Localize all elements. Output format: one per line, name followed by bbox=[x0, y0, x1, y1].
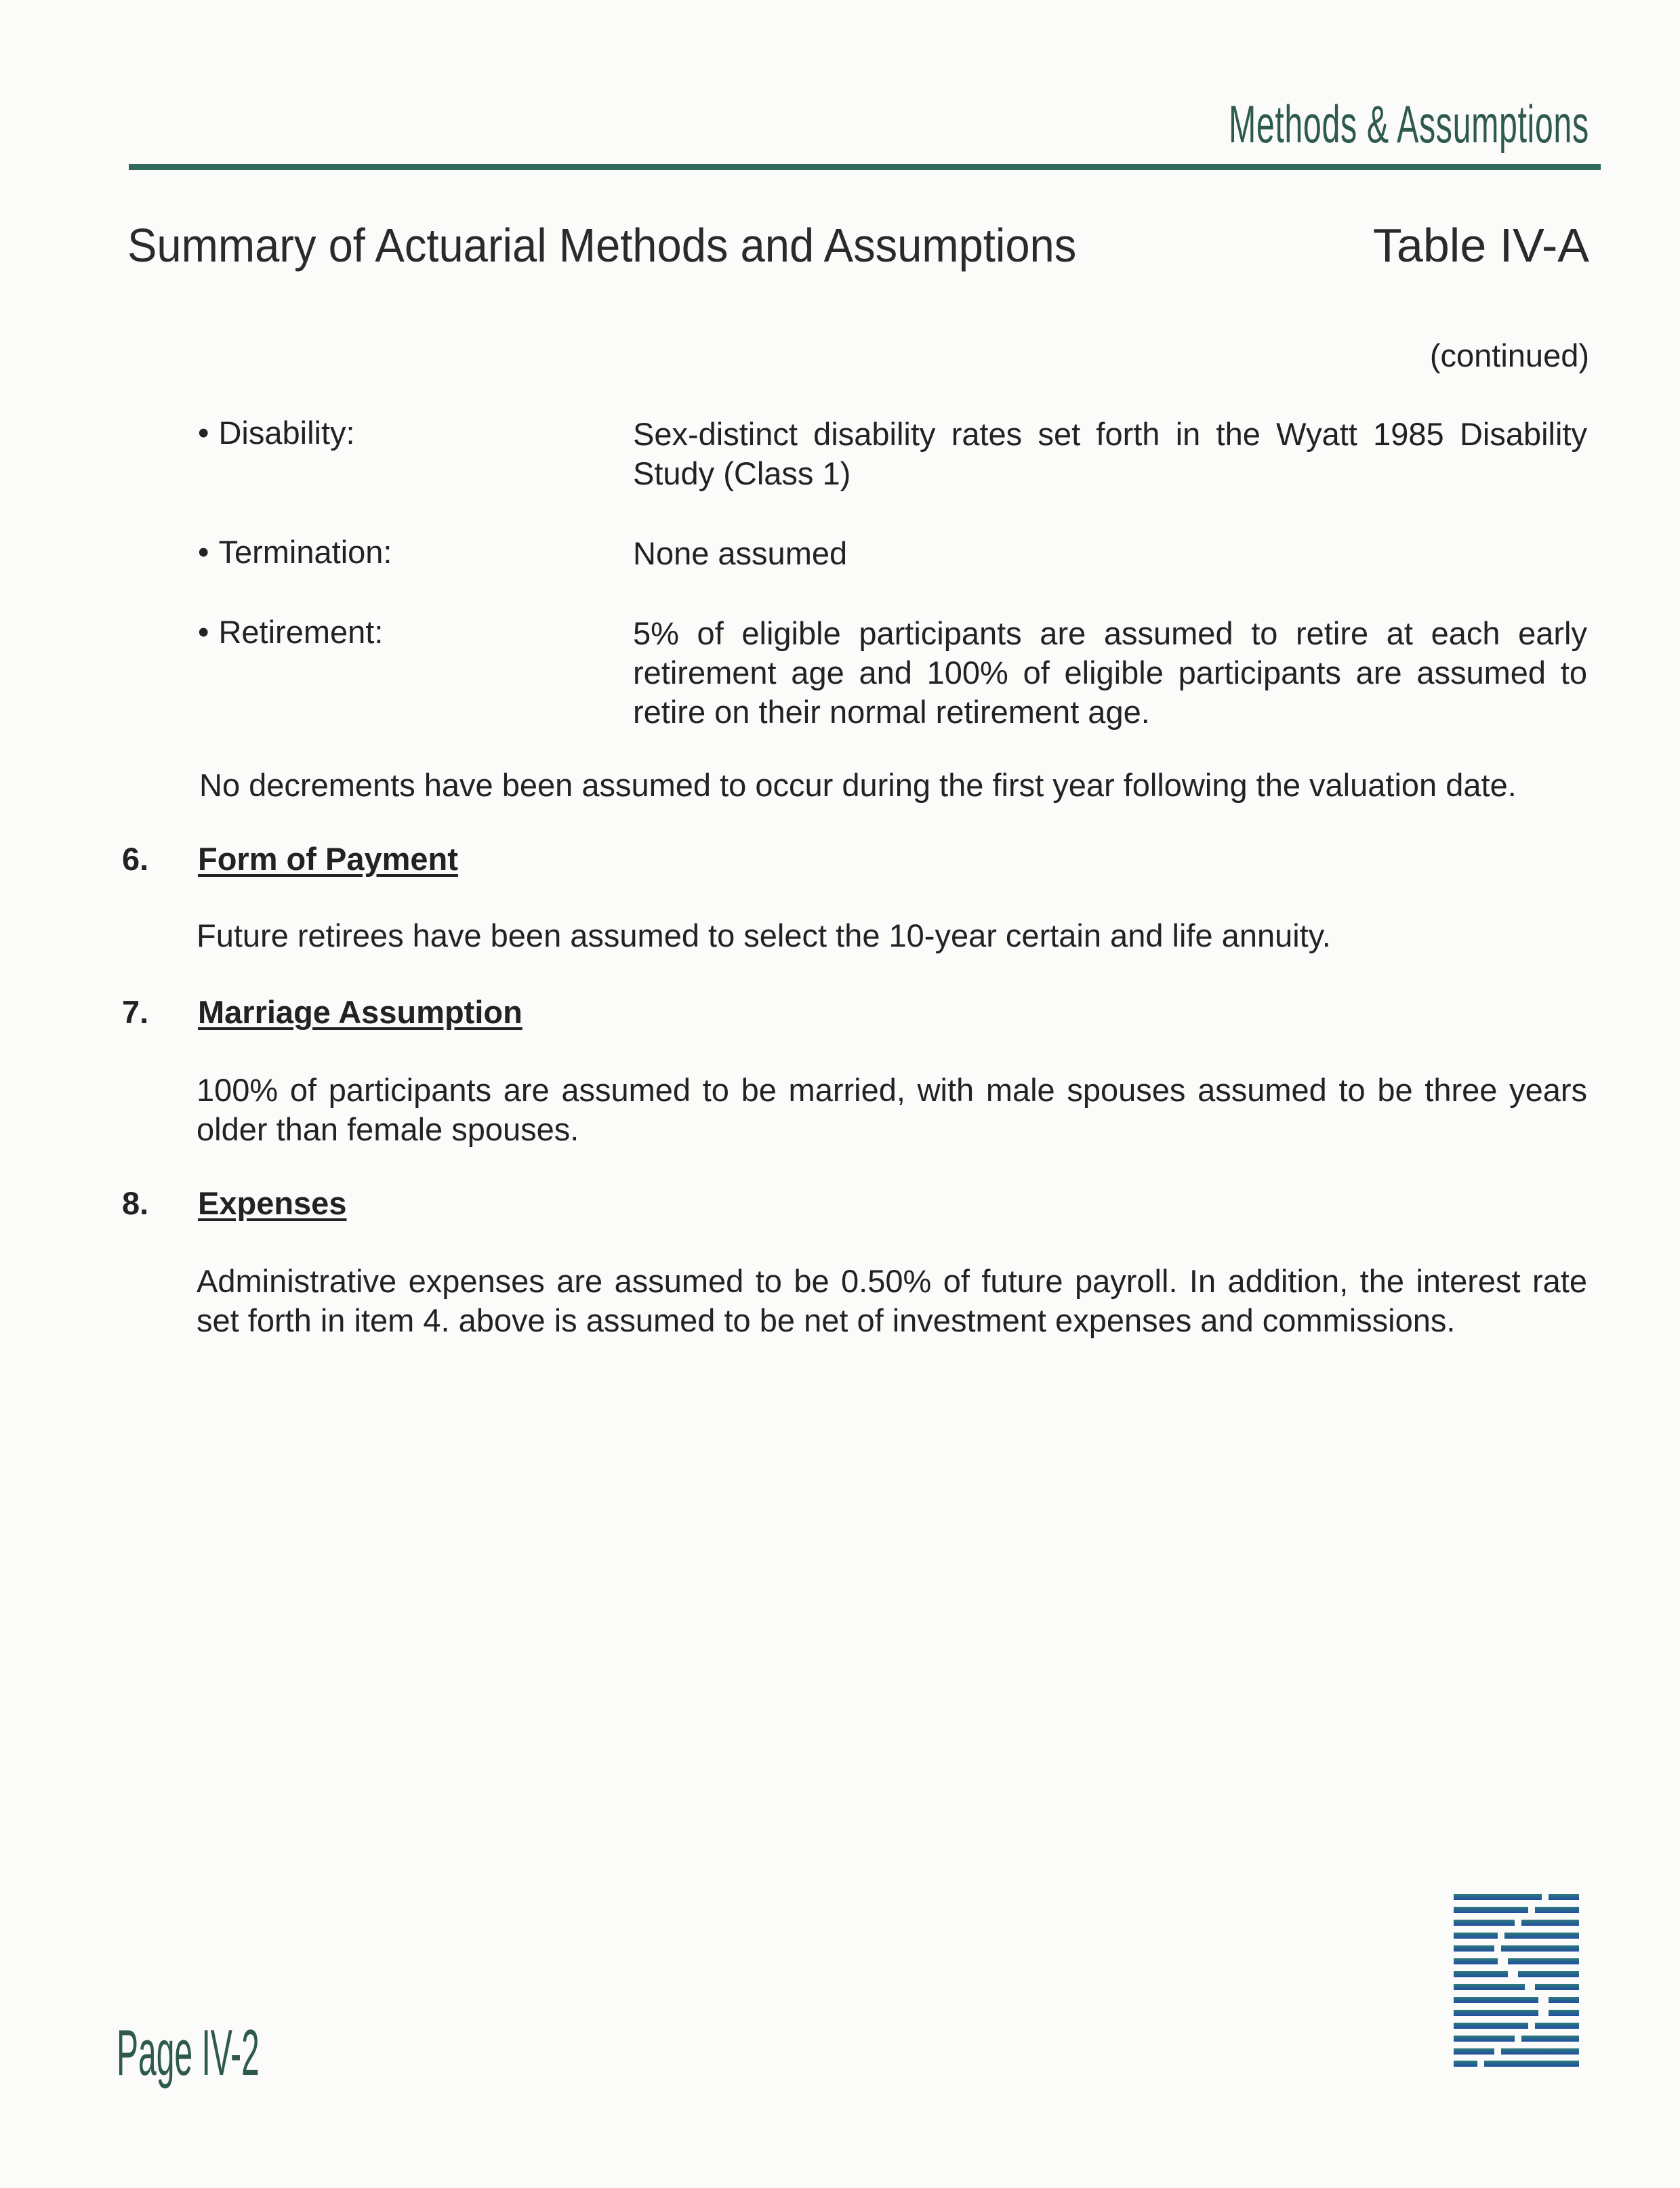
section-number: 7. bbox=[122, 994, 149, 1030]
bullet-icon: • bbox=[198, 415, 209, 451]
continued-note: (continued) bbox=[1429, 337, 1589, 373]
decrement-label-disability: • Disability: bbox=[198, 413, 355, 453]
decrement-note: No decrements have been assumed to occur during the first year following the valuation date. bbox=[199, 767, 1517, 803]
table-id: Table IV-A bbox=[1372, 219, 1589, 272]
decrement-text-termination: None assumed bbox=[633, 535, 848, 571]
section-number: 6. bbox=[122, 841, 149, 877]
section-number: 8. bbox=[122, 1185, 149, 1221]
section-text-marriage-assumption: 100% of participants are assumed to be married, with male spouses assumed to be three years older than female spouses. bbox=[197, 1072, 1587, 1147]
page-number: Page IV-2 bbox=[117, 2017, 260, 2089]
page-title: Summary of Actuarial Methods and Assumptions bbox=[127, 219, 1077, 272]
section-text-form-of-payment: Future retirees have been assumed to select the 10-year certain and life annuity. bbox=[197, 917, 1331, 953]
decrement-text-disability: Sex-distinct disability rates set forth in the Wyatt 1985 Disability Study (Class 1) bbox=[633, 416, 1587, 491]
section-text-expenses: Administrative expenses are assumed to be 0.50% of future payroll. In addition, the interest rate set forth in item 4. above is assumed to be net of investment expenses and commissions. bbox=[197, 1263, 1587, 1338]
decrement-label-termination: • Termination: bbox=[198, 533, 392, 572]
bullet-icon: • bbox=[198, 534, 209, 570]
header-rule bbox=[129, 164, 1601, 170]
bullet-icon: • bbox=[198, 614, 209, 650]
section-header: Methods & Assumptions bbox=[1229, 94, 1589, 154]
section-heading-marriage-assumption: Marriage Assumption bbox=[198, 994, 523, 1030]
decrement-text-retirement: 5% of eligible participants are assumed to retire at each early retirement age and 100% of eligible participants are assumed to retire on their normal retirement age. bbox=[633, 615, 1587, 730]
decrement-label-retirement: • Retirement: bbox=[198, 613, 383, 652]
company-logo-icon bbox=[1454, 1894, 1579, 2067]
section-heading-expenses: Expenses bbox=[198, 1185, 347, 1221]
section-heading-form-of-payment: Form of Payment bbox=[198, 841, 458, 877]
